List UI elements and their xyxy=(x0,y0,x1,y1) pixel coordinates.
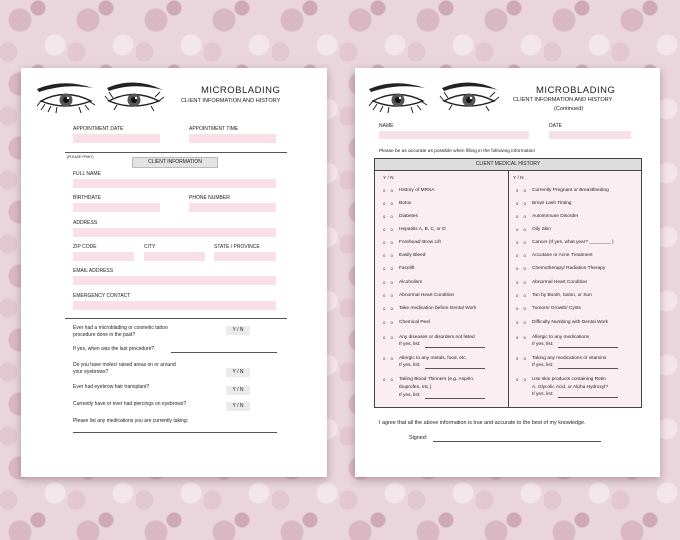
medical-item: Any diseases or disorders not listed xyxy=(399,335,475,340)
medical-item: Taking any medications or vitamins xyxy=(532,356,607,361)
medical-item: A, Glycolic Acid, or Alpha Hydroxyl? xyxy=(532,385,608,390)
yn-radio[interactable]: o o xyxy=(383,240,395,245)
left-eye-illustration xyxy=(367,80,429,114)
address-field[interactable] xyxy=(73,228,276,237)
question-text: Ever had a microblading or cosmetic tattoo xyxy=(73,325,168,331)
list-answer-line[interactable] xyxy=(425,368,485,369)
yn-radio[interactable]: o o xyxy=(383,227,395,232)
email-address-label: EMAIL ADDRESS xyxy=(73,268,114,274)
appointment-time-label: APPOINTMENT TIME xyxy=(189,126,239,132)
list-answer-line[interactable] xyxy=(425,347,485,348)
yn-tattoo[interactable]: Y / N xyxy=(226,326,250,335)
client-information-header: CLIENT INFORMATION xyxy=(132,157,218,168)
form-title: MICROBLADING xyxy=(201,85,281,96)
list-answer-line[interactable] xyxy=(558,347,618,348)
medical-item: Cancer (If yes, what year? ________ ) xyxy=(532,240,614,245)
tattoo-question xyxy=(73,325,168,338)
yn-moles[interactable]: Y / N xyxy=(226,368,250,377)
name-field[interactable] xyxy=(379,131,529,139)
right-eye-illustration xyxy=(103,78,165,114)
yn-radio[interactable]: o o xyxy=(516,253,528,258)
phone-number-label: PHONE NUMBER xyxy=(189,195,230,201)
emergency-contact-label: EMERGENCY CONTACT xyxy=(73,293,131,299)
yn-radio[interactable]: o o xyxy=(383,335,395,340)
signature-line[interactable] xyxy=(433,441,601,442)
last-procedure-question: If yes, when was the last procedure? xyxy=(73,346,155,352)
yn-radio[interactable]: o o xyxy=(383,201,395,206)
medical-item: Chemical Peel xyxy=(399,320,430,325)
continued-label: (Continued) xyxy=(554,106,584,112)
question-text: procedure done in the past? xyxy=(73,331,136,338)
form-subtitle: CLIENT INFORMATION AND HISTORY xyxy=(181,98,281,104)
medical-history-form xyxy=(355,68,660,477)
signed-label: Signed: xyxy=(409,435,428,441)
yn-radio[interactable]: o o xyxy=(516,306,528,311)
birthdate-field[interactable] xyxy=(73,203,160,212)
agreement-statement: I agree that all the above information is true and accurate to the best of my knowledge. xyxy=(379,420,586,426)
zip-code-label: ZIP CODE xyxy=(73,244,97,250)
medical-item: Abnormal Heart Condition xyxy=(532,280,588,285)
medical-item: Autoimmune Disorder xyxy=(532,214,579,219)
medical-item: Tan by Booth, Salon, or Sun xyxy=(532,293,592,298)
yn-header: Y / N xyxy=(513,176,524,181)
if-yes-list-label: If yes, list: xyxy=(532,342,554,347)
yn-radio[interactable]: o o xyxy=(516,240,528,245)
yn-radio[interactable]: o o xyxy=(383,266,395,271)
medical-item: Ibuprofen, etc.) xyxy=(399,385,432,390)
list-answer-line[interactable] xyxy=(425,398,485,399)
medical-item: Tumors/ Growth/ Cysts xyxy=(532,306,581,311)
zip-code-field[interactable] xyxy=(73,252,134,261)
medical-item: Hepatitis A, B, C, or D xyxy=(399,227,446,232)
if-yes-list-label: If yes, list: xyxy=(399,363,421,368)
date-field[interactable] xyxy=(549,131,631,139)
birthdate-label: BIRTHDATE xyxy=(73,195,101,201)
city-label: CITY xyxy=(144,244,156,250)
medical-item: Difficulty Numbing with Dental Work xyxy=(532,320,609,325)
medical-item: Facelift xyxy=(399,266,415,271)
yn-radio[interactable]: o o xyxy=(516,201,528,206)
yn-radio[interactable]: o o xyxy=(516,320,528,325)
medical-item: Allergic to any metals, food, etc. xyxy=(399,356,467,361)
medical-item: Allergic to any medications xyxy=(532,335,590,340)
medical-item: Alcoholism xyxy=(399,280,423,285)
medical-item: Forehead/ Brow Lift xyxy=(399,240,441,245)
medical-item: Oily Skin xyxy=(532,227,551,232)
accuracy-instruction: Please be as accurate as possible when filling in the following information xyxy=(379,149,535,154)
question-text: your eyebrows? xyxy=(73,368,109,375)
yn-radio[interactable]: o o xyxy=(383,188,395,193)
yn-radio[interactable]: o o xyxy=(516,335,528,340)
yn-radio[interactable]: o o xyxy=(383,214,395,219)
appointment-time-field[interactable] xyxy=(189,134,276,143)
yn-header: Y / N xyxy=(383,176,394,181)
date-label: DATE xyxy=(549,123,562,129)
yn-radio[interactable]: o o xyxy=(383,356,395,361)
yn-radio[interactable]: o o xyxy=(516,356,528,361)
appointment-date-field[interactable] xyxy=(73,134,160,143)
section-divider xyxy=(65,152,287,153)
emergency-contact-field[interactable] xyxy=(73,301,276,310)
left-eye-illustration xyxy=(35,80,97,114)
appointment-date-label: APPOINTMENT DATE xyxy=(73,126,124,132)
full-name-label: FULL NAME xyxy=(73,171,101,177)
last-procedure-line[interactable] xyxy=(171,352,277,353)
if-yes-list-label: If yes, list: xyxy=(399,342,421,347)
if-yes-list-label: If yes, list: xyxy=(532,363,554,368)
yn-piercings[interactable]: Y / N xyxy=(226,402,250,411)
city-field[interactable] xyxy=(144,252,205,261)
email-address-field[interactable] xyxy=(73,276,276,285)
medical-history-header: CLIENT MEDICAL HISTORY xyxy=(375,159,641,171)
yn-radio[interactable]: o o xyxy=(383,320,395,325)
medical-item: Use skin products containing Retin xyxy=(532,377,606,382)
medical-history-table xyxy=(374,158,642,408)
medical-item: Currently Pregnant or Breastfeeding xyxy=(532,188,609,193)
medications-line[interactable] xyxy=(73,432,277,433)
yn-radio[interactable]: o o xyxy=(383,253,395,258)
yn-radio[interactable]: o o xyxy=(383,377,395,382)
piercings-question: Currently have or ever had piercings on eyebrows? xyxy=(73,401,187,407)
medical-item: Abnormal Heart Condition xyxy=(399,293,455,298)
question-text: Do you have moles/ raised areas on or around xyxy=(73,362,176,368)
yn-hair-transplant[interactable]: Y / N xyxy=(226,386,250,395)
client-information-form xyxy=(21,68,327,477)
hair-transplant-question: Ever had eyebrow hair transplant? xyxy=(73,384,150,390)
yn-radio[interactable]: o o xyxy=(516,293,528,298)
state-province-label: STATE / PROVINCE xyxy=(214,244,260,250)
form-subtitle: CLIENT INFORMATION AND HISTORY xyxy=(513,97,613,103)
yn-radio[interactable]: o o xyxy=(383,280,395,285)
state-province-field[interactable] xyxy=(214,252,276,261)
yn-radio[interactable]: o o xyxy=(516,227,528,232)
name-label: NAME xyxy=(379,123,394,129)
column-divider xyxy=(508,170,509,407)
if-yes-list-label: If yes, list: xyxy=(399,393,421,398)
moles-question xyxy=(73,362,176,375)
medications-question: Please list any medications you are currently taking: xyxy=(73,418,189,424)
medical-item: Brow/ Lash Tinting xyxy=(532,201,572,206)
list-answer-line[interactable] xyxy=(558,368,618,369)
if-yes-list-label: If yes, list: xyxy=(532,392,554,397)
yn-radio[interactable]: o o xyxy=(516,214,528,219)
medical-item: Accutane or Acne Treatment xyxy=(532,253,593,258)
right-eye-illustration xyxy=(438,78,500,114)
full-name-field[interactable] xyxy=(73,179,276,188)
medical-item: Easily Bleed xyxy=(399,253,426,258)
yn-radio[interactable]: o o xyxy=(383,306,395,311)
medical-item: Take medication before Dental Work xyxy=(399,306,477,311)
yn-radio[interactable]: o o xyxy=(516,280,528,285)
medical-item: Chemotherapy/ Radiation Therapy xyxy=(532,266,606,271)
yn-radio[interactable]: o o xyxy=(516,266,528,271)
yn-radio[interactable]: o o xyxy=(383,293,395,298)
phone-number-field[interactable] xyxy=(189,203,276,212)
please-print-note: (PLEASE PRINT) xyxy=(67,155,94,159)
medical-item: History of MRSA xyxy=(399,188,435,193)
yn-radio[interactable]: o o xyxy=(516,377,528,382)
medical-item: Botox xyxy=(399,201,412,206)
medical-item: Taking Blood Thinners (e.g. Aspirin, xyxy=(399,377,475,382)
yn-radio[interactable]: o o xyxy=(516,188,528,193)
form-title: MICROBLADING xyxy=(536,85,616,96)
medical-item: Diabetes xyxy=(399,214,418,219)
list-answer-line[interactable] xyxy=(558,397,618,398)
address-label: ADDRESS xyxy=(73,220,98,226)
section-divider xyxy=(65,318,287,319)
